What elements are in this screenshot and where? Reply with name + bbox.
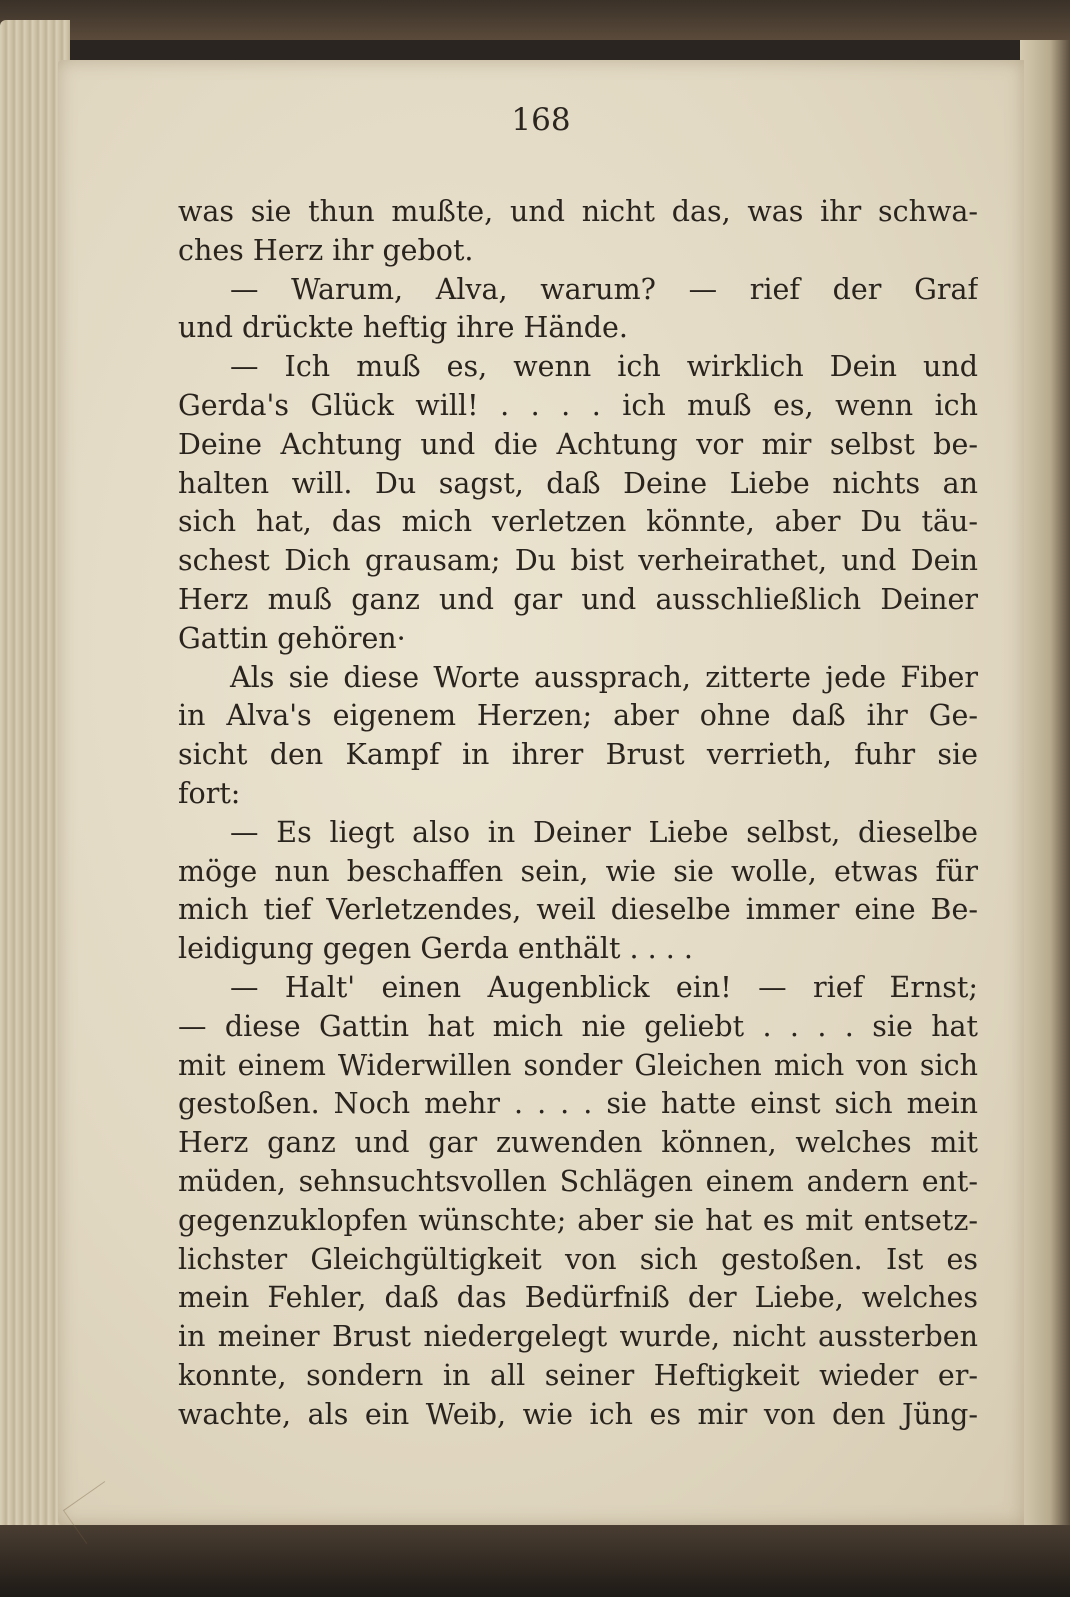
text-line: Gerda's Glück will! . . . . ich muß es, wenn ich xyxy=(178,388,978,422)
text-line: in meiner Brust niedergelegt wurde, nicht aussterben xyxy=(178,1320,978,1354)
text-line: fort: xyxy=(178,776,241,810)
text-line: — diese Gattin hat mich nie geliebt . . . . sie hat xyxy=(178,1009,978,1043)
text-line: halten will. Du sagst, daß Deine Liebe nichts an xyxy=(178,466,978,500)
text-line: gestoßen. Noch mehr . . . . sie hatte einst sich mein xyxy=(178,1087,978,1121)
page-number: 168 xyxy=(511,102,571,138)
book-page xyxy=(58,60,1024,1525)
text-line: gegenzuklopfen wünschte; aber sie hat es mit entsetz- xyxy=(178,1203,978,1237)
text-line: schest Dich grausam; Du bist verheirathet, und Dein xyxy=(178,544,978,578)
text-line: — Halt' einen Augenblick ein! — rief Ernst; xyxy=(230,970,978,1004)
text-line: — Es liegt also in Deiner Liebe selbst, dieselbe xyxy=(230,815,978,849)
text-line: müden, sehnsuchtsvollen Schlägen einem andern ent- xyxy=(178,1164,978,1198)
text-line: in Alva's eigenem Herzen; aber ohne daß ihr Ge- xyxy=(178,699,978,733)
text-line: — Ich muß es, wenn ich wirklich Dein und xyxy=(230,350,978,384)
text-line: leidigung gegen Gerda enthält . . . . xyxy=(178,932,693,966)
background-bottom xyxy=(0,1525,1070,1597)
text-line: lichster Gleichgültigkeit von sich gestoßen. Ist es xyxy=(178,1242,978,1276)
text-line: Herz muß ganz und gar und ausschließlich Deiner xyxy=(178,582,978,616)
text-line: konnte, sondern in all seiner Heftigkeit wieder er- xyxy=(178,1358,978,1392)
text-line: mich tief Verletzendes, weil dieselbe immer eine Be- xyxy=(178,893,978,927)
book-page-edges-right xyxy=(1020,40,1070,1540)
background-top xyxy=(0,0,1070,40)
text-line: Als sie diese Worte aussprach, zitterte jede Fiber xyxy=(230,660,978,694)
text-line: ches Herz ihr gebot. xyxy=(178,233,474,267)
text-line: sich hat, das mich verletzen könnte, aber Du täu- xyxy=(178,505,978,539)
text-line: was sie thun mußte, und nicht das, was ihr schwa- xyxy=(178,195,978,228)
text-line: Gattin gehören· xyxy=(178,621,406,655)
text-line: Herz ganz und gar zuwenden können, welches mit xyxy=(178,1126,978,1160)
text-line: wachte, als ein Weib, wie ich es mir von den Jüng- xyxy=(178,1397,978,1431)
text-line: sicht den Kampf in ihrer Brust verrieth, fuhr sie xyxy=(178,738,978,772)
text-line: und drückte heftig ihre Hände. xyxy=(178,311,628,345)
text-line: — Warum, Alva, warum? — rief der Graf xyxy=(230,272,978,306)
body-text xyxy=(178,193,978,1435)
text-line: Deine Achtung und die Achtung vor mir selbst be- xyxy=(178,427,978,461)
text-line: mein Fehler, daß das Bedürfniß der Liebe, welches xyxy=(178,1281,978,1315)
text-line: mit einem Widerwillen sonder Gleichen mich von sich xyxy=(178,1048,978,1082)
text-line: möge nun beschaffen sein, wie sie wolle, etwas für xyxy=(178,854,978,888)
